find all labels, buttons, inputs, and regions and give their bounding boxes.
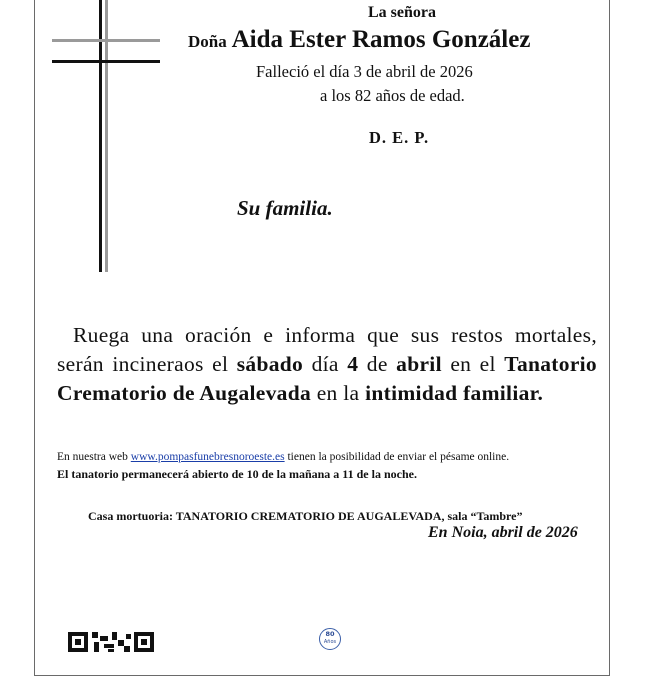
- name-prefix: Doña: [188, 32, 227, 51]
- name-text: Aida Ester Ramos González: [231, 26, 531, 53]
- deceased-name: [188, 26, 530, 54]
- opening-hours: El tanatorio permanecerá abierto de 10 de la mañana a 11 de la noche.: [57, 467, 417, 481]
- website-link[interactable]: www.pompasfunebresnoroeste.es: [130, 451, 285, 463]
- anniversary-badge-icon: 80 Años: [313, 626, 347, 656]
- web-condolences-line: En nuestra web www.pompasfunebresnoroeste.es tienen la posibilidad de enviar el pésame online.: [57, 451, 510, 463]
- announcement-text: Ruega una oración e informa que sus restos mortales, serán incineraos el sábado día 4 de abril en el Tanatorio Crematorio de Augalevada en la intimidad familiar.: [57, 323, 597, 405]
- dep-text: D. E. P.: [369, 128, 430, 147]
- honorific-line: La señora: [368, 4, 436, 21]
- place-date: En Noia, abril de 2026: [428, 524, 578, 541]
- casa-mortuoria: Casa mortuoria: TANATORIO CREMATORIO DE AUGALEVADA, sala “Tambre”: [88, 509, 523, 523]
- family-signature: Su familia.: [237, 196, 333, 220]
- qr-code-icon[interactable]: [68, 630, 156, 652]
- death-date-line: Falleció el día 3 de abril de 2026: [256, 62, 473, 81]
- age-line: a los 82 años de edad.: [320, 86, 465, 105]
